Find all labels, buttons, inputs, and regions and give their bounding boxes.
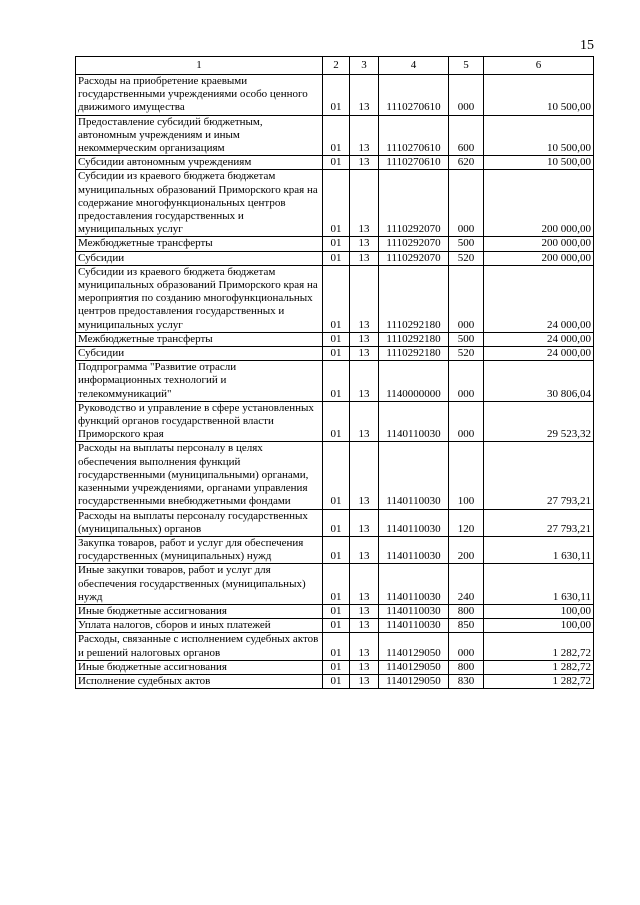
row-amount-cell: 10 500,00: [484, 75, 594, 116]
row-name-cell: Межбюджетные трансферты: [76, 237, 323, 251]
column-header-6: 6: [484, 57, 594, 75]
row-amount-cell: 27 793,21: [484, 509, 594, 536]
row-subsection-cell: 13: [350, 237, 379, 251]
row-target-article-cell: 1110270610: [379, 115, 449, 156]
page-number: 15: [580, 38, 594, 53]
table-row: [76, 564, 594, 605]
row-expense-type-cell: 520: [449, 347, 484, 361]
row-name-cell: Предоставление субсидий бюджетным, автономным учреждениям и иным некоммерческим организациям: [76, 115, 323, 156]
row-target-article-cell: 1110292180: [379, 265, 449, 332]
row-section-cell: 01: [323, 332, 350, 346]
row-name-cell: Иные бюджетные ассигнования: [76, 660, 323, 674]
row-target-article-cell: 1140110030: [379, 536, 449, 563]
row-amount-cell: 27 793,21: [484, 442, 594, 509]
row-amount-cell: 24 000,00: [484, 332, 594, 346]
row-subsection-cell: 13: [350, 442, 379, 509]
row-expense-type-cell: 100: [449, 442, 484, 509]
row-subsection-cell: 13: [350, 536, 379, 563]
table-header-row: [76, 57, 594, 75]
row-target-article-cell: 1140000000: [379, 361, 449, 402]
row-subsection-cell: 13: [350, 251, 379, 265]
table-row: [76, 619, 594, 633]
row-name-cell: Субсидии: [76, 347, 323, 361]
row-expense-type-cell: 620: [449, 156, 484, 170]
row-name-cell: Субсидии: [76, 251, 323, 265]
row-name-cell: Субсидии из краевого бюджета бюджетам муниципальных образований Приморского края на содержание многофункциональных центров предоставления государственных и муниципальных услуг: [76, 170, 323, 237]
row-expense-type-cell: 120: [449, 509, 484, 536]
row-expense-type-cell: 000: [449, 633, 484, 660]
row-target-article-cell: 1110270610: [379, 156, 449, 170]
row-section-cell: 01: [323, 170, 350, 237]
row-subsection-cell: 13: [350, 347, 379, 361]
row-target-article-cell: 1140110030: [379, 564, 449, 605]
table-row: [76, 265, 594, 332]
row-subsection-cell: 13: [350, 115, 379, 156]
table-row: [76, 604, 594, 618]
table-row: [76, 660, 594, 674]
row-section-cell: 01: [323, 265, 350, 332]
row-subsection-cell: 13: [350, 633, 379, 660]
row-section-cell: 01: [323, 251, 350, 265]
row-name-cell: Расходы на приобретение краевыми государственными учреждениями особо ценного движимого имущества: [76, 75, 323, 116]
row-subsection-cell: 13: [350, 265, 379, 332]
row-subsection-cell: 13: [350, 660, 379, 674]
column-header-3: 3: [350, 57, 379, 75]
row-expense-type-cell: 000: [449, 401, 484, 442]
column-header-2: 2: [323, 57, 350, 75]
row-expense-type-cell: 520: [449, 251, 484, 265]
row-expense-type-cell: 850: [449, 619, 484, 633]
row-subsection-cell: 13: [350, 564, 379, 605]
row-section-cell: 01: [323, 660, 350, 674]
row-expense-type-cell: 500: [449, 237, 484, 251]
row-target-article-cell: 1140129050: [379, 660, 449, 674]
row-subsection-cell: 13: [350, 170, 379, 237]
table-row: [76, 115, 594, 156]
table-body: [76, 75, 594, 689]
row-name-cell: Закупка товаров, работ и услуг для обеспечения государственных (муниципальных) нужд: [76, 536, 323, 563]
row-name-cell: Расходы на выплаты персоналу в целях обеспечения выполнения функций государственными (муниципальными) органами, казенными учреждениями, органами управления государственными внебюджетными фондами: [76, 442, 323, 509]
row-expense-type-cell: 600: [449, 115, 484, 156]
table-row: [76, 237, 594, 251]
row-target-article-cell: 1110270610: [379, 75, 449, 116]
row-section-cell: 01: [323, 115, 350, 156]
row-subsection-cell: 13: [350, 509, 379, 536]
row-expense-type-cell: 000: [449, 361, 484, 402]
column-header-4: 4: [379, 57, 449, 75]
row-expense-type-cell: 830: [449, 674, 484, 688]
table-row: [76, 347, 594, 361]
row-section-cell: 01: [323, 536, 350, 563]
row-amount-cell: 24 000,00: [484, 265, 594, 332]
table-row: [76, 401, 594, 442]
table-row: [76, 332, 594, 346]
row-name-cell: Подпрограмма "Развитие отрасли информационных технологий и телекоммуникаций": [76, 361, 323, 402]
row-section-cell: 01: [323, 564, 350, 605]
table-row: [76, 75, 594, 116]
row-amount-cell: 100,00: [484, 604, 594, 618]
table-row: [76, 633, 594, 660]
row-name-cell: Расходы, связанные с исполнением судебных актов и решений налоговых органов: [76, 633, 323, 660]
row-name-cell: Иные закупки товаров, работ и услуг для обеспечения государственных (муниципальных) нужд: [76, 564, 323, 605]
row-name-cell: Субсидии из краевого бюджета бюджетам муниципальных образований Приморского края на мероприятия по созданию многофункциональных центров предоставления государственных и муниципальных услуг: [76, 265, 323, 332]
row-amount-cell: 200 000,00: [484, 251, 594, 265]
row-amount-cell: 1 282,72: [484, 633, 594, 660]
table-row: [76, 170, 594, 237]
row-amount-cell: 1 630,11: [484, 536, 594, 563]
table-row: [76, 442, 594, 509]
row-expense-type-cell: 500: [449, 332, 484, 346]
row-expense-type-cell: 000: [449, 170, 484, 237]
row-subsection-cell: 13: [350, 156, 379, 170]
row-name-cell: Субсидии автономным учреждениям: [76, 156, 323, 170]
row-subsection-cell: 13: [350, 361, 379, 402]
row-section-cell: 01: [323, 442, 350, 509]
row-name-cell: Межбюджетные трансферты: [76, 332, 323, 346]
row-amount-cell: 200 000,00: [484, 170, 594, 237]
table-row: [76, 674, 594, 688]
row-expense-type-cell: 240: [449, 564, 484, 605]
table-row: [76, 361, 594, 402]
row-subsection-cell: 13: [350, 604, 379, 618]
row-amount-cell: 30 806,04: [484, 361, 594, 402]
row-subsection-cell: 13: [350, 674, 379, 688]
row-section-cell: 01: [323, 156, 350, 170]
row-expense-type-cell: 800: [449, 660, 484, 674]
row-amount-cell: 100,00: [484, 619, 594, 633]
row-amount-cell: 29 523,32: [484, 401, 594, 442]
row-section-cell: 01: [323, 604, 350, 618]
row-amount-cell: 24 000,00: [484, 347, 594, 361]
row-section-cell: 01: [323, 75, 350, 116]
row-name-cell: Иные бюджетные ассигнования: [76, 604, 323, 618]
row-target-article-cell: 1140110030: [379, 442, 449, 509]
row-name-cell: Руководство и управление в сфере установленных функций органов государственной власти Приморского края: [76, 401, 323, 442]
row-amount-cell: 10 500,00: [484, 115, 594, 156]
row-expense-type-cell: 200: [449, 536, 484, 563]
table-row: [76, 536, 594, 563]
row-target-article-cell: 1140129050: [379, 674, 449, 688]
row-target-article-cell: 1140110030: [379, 509, 449, 536]
table-row: [76, 509, 594, 536]
row-target-article-cell: 1110292180: [379, 347, 449, 361]
column-header-5: 5: [449, 57, 484, 75]
row-subsection-cell: 13: [350, 332, 379, 346]
row-section-cell: 01: [323, 509, 350, 536]
row-target-article-cell: 1140110030: [379, 619, 449, 633]
row-name-cell: Исполнение судебных актов: [76, 674, 323, 688]
row-section-cell: 01: [323, 619, 350, 633]
table-row: [76, 251, 594, 265]
column-header-1: 1: [76, 57, 323, 75]
row-name-cell: Расходы на выплаты персоналу государственных (муниципальных) органов: [76, 509, 323, 536]
row-target-article-cell: 1110292070: [379, 170, 449, 237]
row-target-article-cell: 1140110030: [379, 401, 449, 442]
row-amount-cell: 1 282,72: [484, 674, 594, 688]
row-expense-type-cell: 800: [449, 604, 484, 618]
row-target-article-cell: 1140129050: [379, 633, 449, 660]
row-section-cell: 01: [323, 237, 350, 251]
row-subsection-cell: 13: [350, 619, 379, 633]
row-expense-type-cell: 000: [449, 265, 484, 332]
row-amount-cell: 200 000,00: [484, 237, 594, 251]
table-row: [76, 156, 594, 170]
row-section-cell: 01: [323, 633, 350, 660]
budget-table: [75, 56, 594, 689]
row-section-cell: 01: [323, 674, 350, 688]
row-section-cell: 01: [323, 347, 350, 361]
row-expense-type-cell: 000: [449, 75, 484, 116]
row-target-article-cell: 1110292070: [379, 237, 449, 251]
row-section-cell: 01: [323, 401, 350, 442]
row-amount-cell: 10 500,00: [484, 156, 594, 170]
row-target-article-cell: 1140110030: [379, 604, 449, 618]
row-section-cell: 01: [323, 361, 350, 402]
row-target-article-cell: 1110292180: [379, 332, 449, 346]
row-amount-cell: 1 282,72: [484, 660, 594, 674]
row-name-cell: Уплата налогов, сборов и иных платежей: [76, 619, 323, 633]
row-subsection-cell: 13: [350, 75, 379, 116]
row-subsection-cell: 13: [350, 401, 379, 442]
row-target-article-cell: 1110292070: [379, 251, 449, 265]
row-amount-cell: 1 630,11: [484, 564, 594, 605]
